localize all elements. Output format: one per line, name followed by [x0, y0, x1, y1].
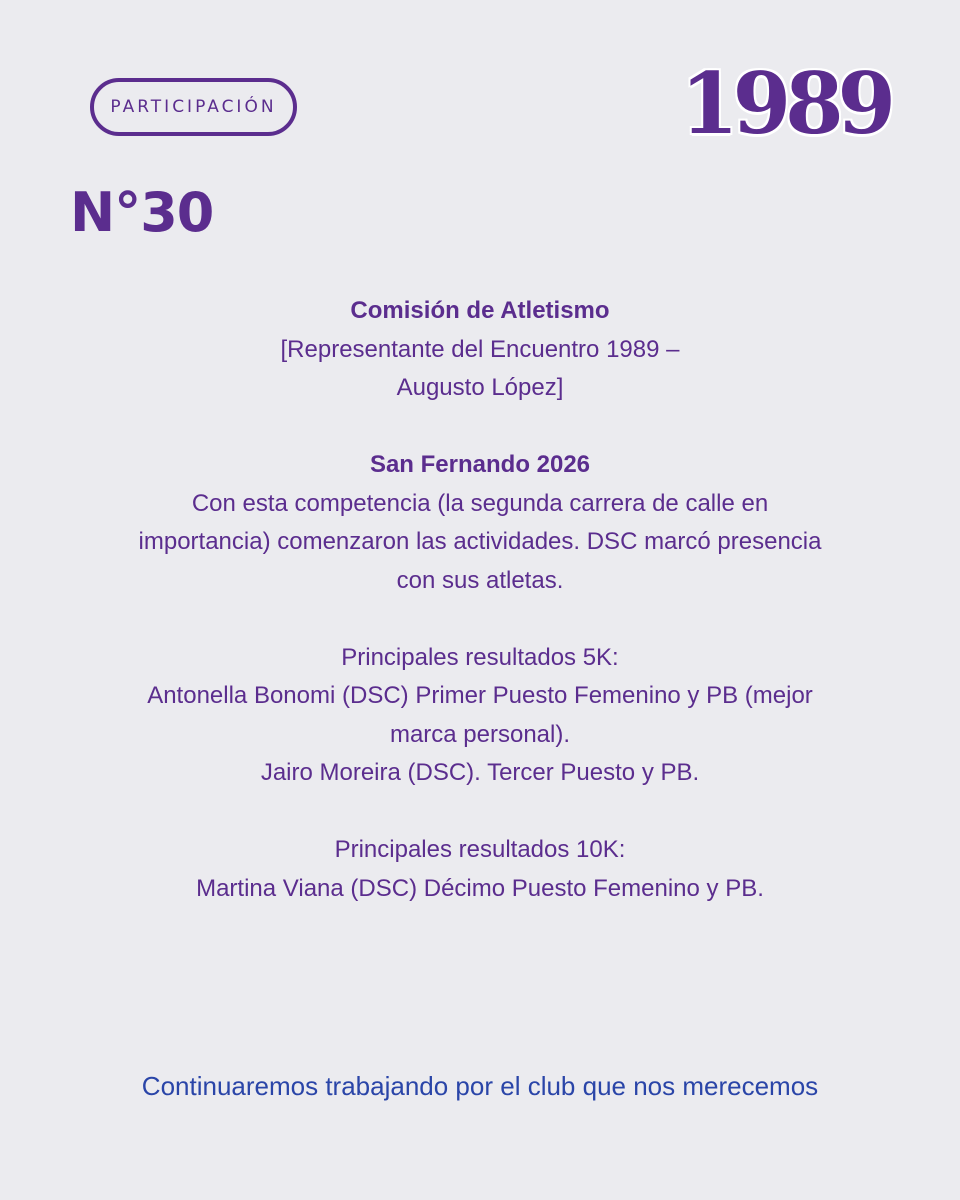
participation-badge: PARTICIPACIÓN — [90, 78, 297, 136]
event-text-line-1: Con esta competencia (la segunda carrera de calle en — [191, 489, 769, 517]
footer-slogan: Continuaremos trabajando por el club que nos merecemos — [141, 1071, 819, 1101]
spacer — [100, 408, 860, 447]
logo-1989: 1989 — [680, 54, 890, 153]
representative-line-2: Augusto López] — [396, 374, 564, 401]
representative-line-1: [Representante del Encuentro 1989 – — [280, 335, 680, 363]
post-number: N°30 — [70, 181, 214, 244]
results-5k-heading: Principales resultados 5K: — [341, 643, 619, 671]
results-10k-heading: Principales resultados 10K: — [334, 836, 626, 863]
event-text-line-2: importancia) comenzaron las actividades. DSC marcó presencia — [138, 528, 822, 555]
section-title-event: San Fernando 2026 — [369, 451, 591, 478]
spacer — [100, 600, 860, 639]
results-5k-line-2: marca personal). — [389, 720, 571, 748]
results-10k-line-1: Martina Viana (DSC) Décimo Puesto Femenino y PB. — [196, 874, 764, 902]
main-content — [100, 292, 860, 908]
event-text-line-3: con sus atletas. — [396, 566, 564, 594]
section-title-atletismo: Comisión de Atletismo — [350, 297, 610, 324]
results-5k-line-3: Jairo Moreira (DSC). Tercer Puesto y PB. — [260, 759, 700, 786]
spacer — [100, 793, 860, 832]
results-5k-line-1: Antonella Bonomi (DSC) Primer Puesto Femenino y PB (mejor — [147, 682, 813, 709]
